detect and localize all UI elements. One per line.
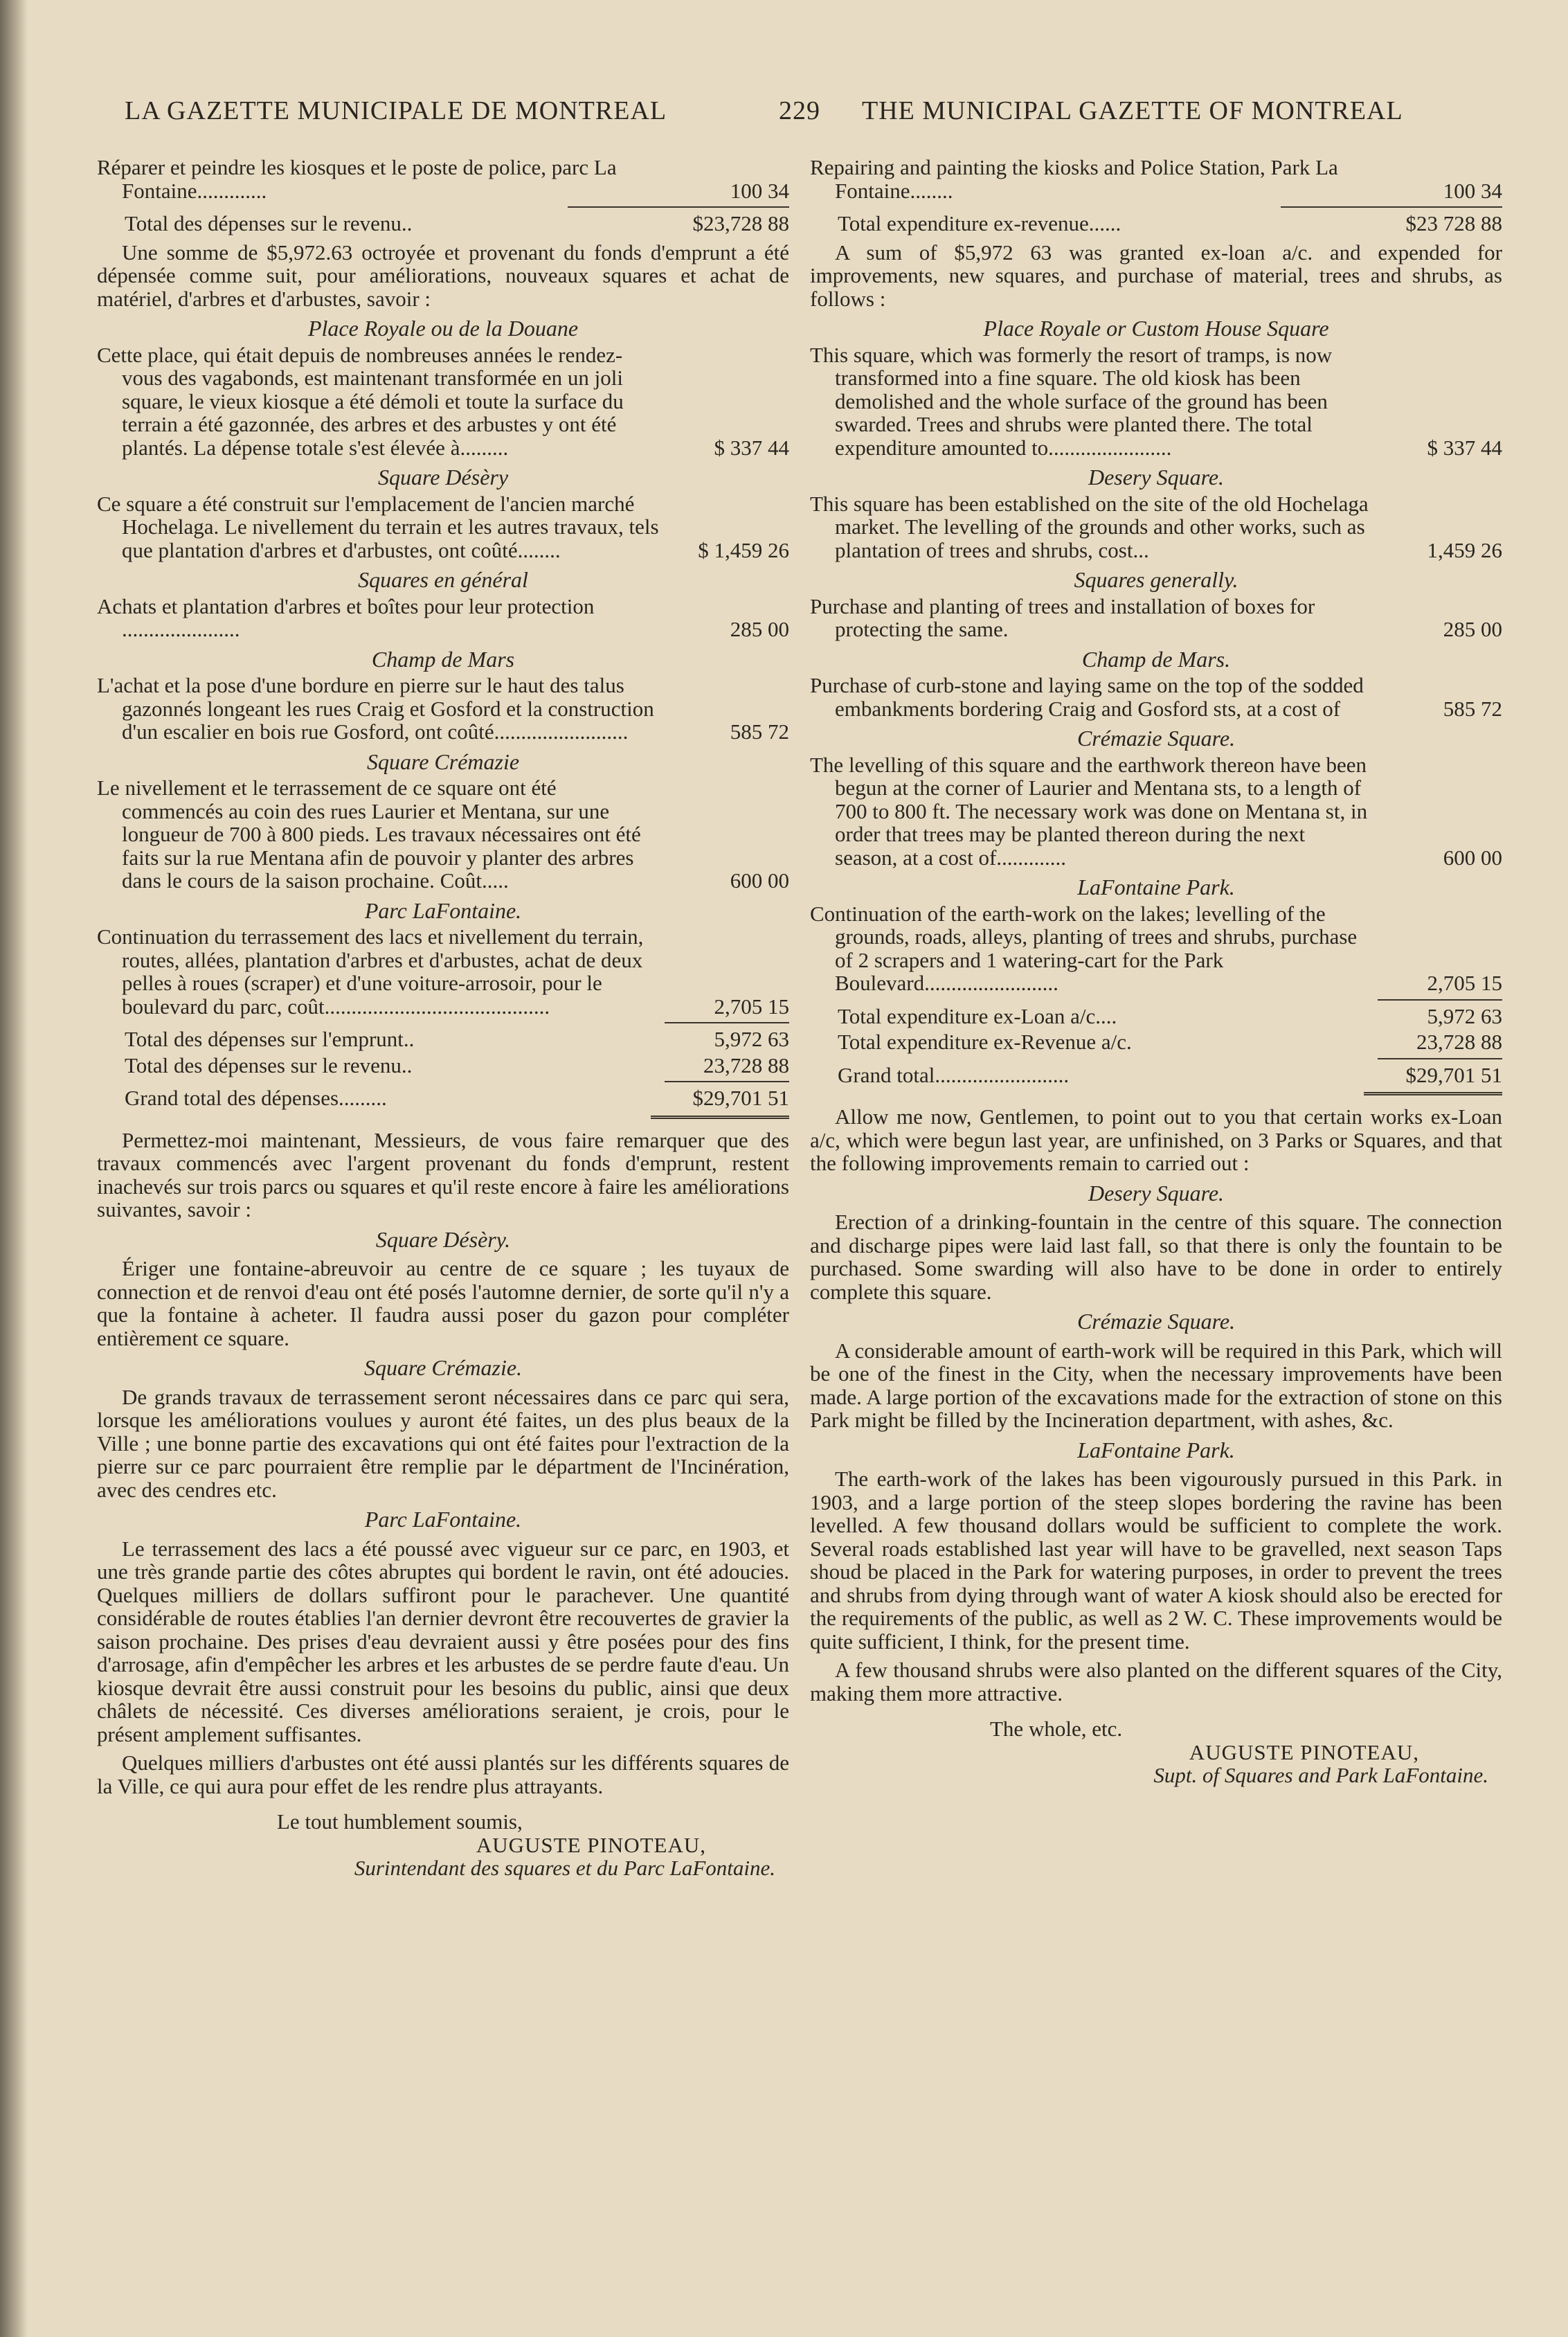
header-english-title: THE MUNICIPAL GAZETTE OF MONTREAL — [862, 96, 1403, 125]
section-heading: Desery Square. — [1088, 465, 1225, 490]
section-paragraph: De grands travaux de terrassement seront nécessaires dans ce parc qui sera, lorsque les améliorations voulues y auront été faites, un des plus beaux de la Ville ; une bonne partie des excavations qui ont été faites pour l'extraction de la pierre sur ce parc pourraient être remplie par le départment de l'Incinération, avec des cendres etc. — [97, 1384, 789, 1502]
total-revenue-row — [97, 1054, 789, 1077]
section-heading: Parc LaFontaine. — [364, 1507, 522, 1532]
line-item-amount: 600 00 — [730, 868, 789, 893]
remaining-works-paragraph: Permettez-moi maintenant, Messieurs, de vous faire remarquer que des travaux commencés avec l'argent provenant du fonds d'emprunt, restent inachevés sur trois parcs ou squares et qu'il reste encore à faire les améliorations suivantes, savoir : — [97, 1127, 789, 1221]
line-item-amount: 100 34 — [1443, 178, 1502, 203]
total-amount: 5,972 63 — [714, 1027, 789, 1051]
french-column — [97, 156, 789, 1880]
total-amount: 23,728 88 — [1416, 1030, 1502, 1054]
line-item-text: The levelling of this square and the earthwork thereon have been begun at the corner of Laurier and Mentana sts, to a length of 700 to 800 ft. The necessary work was done on Mentana st, in order that trees may be planted thereon during the next season, at a cost of............. — [810, 752, 1368, 870]
line-item-amount: $ 1,459 26 — [698, 537, 789, 562]
line-item — [810, 492, 1502, 562]
grand-total-amount: $29,701 51 — [692, 1086, 789, 1110]
section-heading: Parc LaFontaine. — [364, 897, 522, 923]
page-binding-shadow — [0, 0, 28, 2337]
line-item — [97, 595, 789, 641]
line-item-amount: 2,705 15 — [714, 994, 789, 1019]
line-item-amount: 285 00 — [1443, 617, 1502, 641]
rule — [568, 206, 789, 208]
line-item-amount: $ 337 44 — [1427, 435, 1502, 460]
line-item-text: Repairing and painting the kiosks and Police Station, Park La Fontaine........ — [810, 155, 1338, 203]
section-heading: Champ de Mars. — [1081, 646, 1231, 672]
line-item-text: L'achat et la pose d'une bordure en pierre sur le haut des talus gazonnés longeant les rues Craig et Gosford et la construction d'un escalier en bois rue Gosford, ont coûté......................... — [97, 673, 654, 744]
section-heading: LaFontaine Park. — [1077, 1437, 1235, 1462]
section-paragraph: A considerable amount of earth-work will be required in this Park, which will be one of the finest in the City, when the necessary improvements have been made. A large portion of the excavations made for the extraction of stone on this Park might be filled by the Incineration department, with ashes, &c. — [810, 1338, 1502, 1432]
total-loan-row — [810, 1005, 1502, 1028]
total-amount: 23,728 88 — [703, 1053, 789, 1077]
line-item-text: This square has been established on the site of the old Hochelaga market. The levelling of the grounds and other works, such as plantation of trees and shrubs, cost... — [810, 491, 1369, 562]
section-heading: Crémazie Square. — [1076, 1309, 1236, 1334]
total-amount: $23,728 88 — [692, 211, 789, 235]
total-revenue-row — [810, 1030, 1502, 1054]
rule — [665, 1022, 789, 1023]
signature-name: AUGUSTE PINOTEAU, — [1189, 1739, 1419, 1764]
grand-total-label: Grand total des dépenses......... — [125, 1086, 387, 1110]
page-header — [118, 96, 1488, 137]
grand-total-label: Grand total......................... — [838, 1062, 1070, 1087]
line-item — [97, 674, 789, 744]
section-heading: LaFontaine Park. — [1077, 875, 1235, 899]
line-item-text: Purchase of curb-stone and laying same on the top of the sodded embankments bordering Craig and Gosford sts, at a cost of — [810, 673, 1364, 721]
grand-total-amount: $29,701 51 — [1405, 1062, 1502, 1087]
line-item — [810, 343, 1502, 460]
grand-total-row — [810, 1064, 1502, 1087]
line-item-amount: 600 00 — [1443, 845, 1502, 870]
intro-paragraph: Une somme de $5,972.63 octroyée et provenant du fonds d'emprunt a été dépensée comme suit, pour améliorations, nouveaux squares et achat de matériel, d'arbres et d'arbustes, savoir : — [97, 240, 789, 311]
double-rule — [651, 1116, 789, 1119]
line-item-text: Réparer et peindre les kiosques et le poste de police, parc La Fontaine............. — [97, 155, 617, 203]
section-paragraph: The earth-work of the lakes has been vigourously pursued in this Park. in 1903, and a large portion of the steep slopes bordering the ravine has been levelled. A few thousand dollars would be sufficient to complete the work. Several roads established last year will have to be gravelled, next season Taps shoud be placed in the Park for watering purposes, in order to prevent the trees and shrubs from dying through want of water A kiosk should also be erected for the requirements of the public, as well as 2 W. C. These improvements would be quite sufficient, I think, for the present time. — [810, 1467, 1502, 1654]
shrubs-paragraph: Quelques milliers d'arbustes ont été aussi plantés sur les différents squares de la Ville, ce qui aura pour effet de les rendre plus attrayants. — [97, 1750, 789, 1798]
section-heading: Place Royale or Custom House Square — [983, 316, 1329, 341]
section-heading: Square Désèry — [377, 465, 509, 490]
section-paragraph: Le terrassement des lacs a été poussé avec vigueur sur ce parc, en 1903, et une très grande partie des côtes abruptes qui bordent le ravin, ont été adoucies. Quelques milliers de dollars suffiront pour le parachever. Une quantité considérable de routes établies l'an dernier devront être recouvertes de gravier la saison prochaine. Des prises d'eau devraient aussi y être posées pour des fins d'arrosage, afin d'empêcher les arbres et les arbustes de se perdre faute d'eau. Un kiosque devrait être aussi construit pour les besoins du public, ainsi que deux châlets de nécessité. Ces diverses améliorations seraient, je crois, pour le présent amplement suffisantes. — [97, 1536, 789, 1746]
total-label: Total expenditure ex-Loan a/c.... — [838, 1003, 1117, 1028]
section-heading: Squares generally. — [1074, 567, 1238, 592]
section-heading: Square Crémazie — [366, 749, 520, 774]
total-label: Total des dépenses sur l'emprunt.. — [125, 1027, 415, 1051]
line-item-amount: 2,705 15 — [1427, 971, 1502, 995]
total-label: Total des dépenses sur le revenu.. — [125, 211, 413, 235]
signature-title: Surintendant des squares et du Parc LaFontaine. — [354, 1856, 775, 1880]
rule — [1378, 1058, 1502, 1059]
signature-title: Supt. of Squares and Park LaFontaine. — [1153, 1763, 1488, 1787]
line-item-text: Purchase and planting of trees and installation of boxes for protecting the same. — [810, 593, 1315, 641]
rule — [1281, 206, 1502, 208]
total-revenue-row — [810, 212, 1502, 235]
line-item-text: Cette place, qui était depuis de nombreuses années le rendez-vous des vagabonds, est maintenant transformée en un joli square, le vieux kiosque a été démoli et toute la surface du terrain a été gazonnée, des arbres et des arbustes y ont été plantés. La dépense totale s'est élevée à......... — [97, 342, 624, 460]
section-paragraph: Ériger une fontaine-abreuvoir au centre de ce square ; les tuyaux de connection et de renvoi d'eau ont été posés l'automne dernier, de sorte qu'il n'y a que la fontaine à acheter. Il faudra aussi poser du gazon pour compléter entièrement ce square. — [97, 1256, 789, 1350]
line-item — [97, 492, 789, 562]
line-item-amount: 1,459 26 — [1427, 537, 1502, 562]
line-item — [810, 753, 1502, 870]
section-heading: Place Royale ou de la Douane — [307, 316, 579, 341]
total-amount: 5,972 63 — [1427, 1003, 1502, 1028]
page-number: 229 — [779, 96, 820, 125]
english-column — [810, 156, 1502, 1787]
section-heading: Squares en général — [358, 567, 528, 592]
closing-line: The whole, etc. — [990, 1717, 1123, 1741]
intro-paragraph: A sum of $5,972 63 was granted ex-loan a/c. and expended for improvements, new squares, and purchase of material, trees and shrubs, as follows : — [810, 240, 1502, 311]
section-heading: Square Crémazie. — [363, 1355, 523, 1380]
line-item-text: Continuation of the earth-work on the lakes; levelling of the grounds, roads, alleys, planting of trees and shrubs, purchase of 2 scrapers and 1 watering-cart for the Park Boulevard......................... — [810, 901, 1358, 995]
section-heading: Champ de Mars — [371, 646, 515, 672]
section-heading: Crémazie Square. — [1076, 726, 1236, 751]
total-label: Total des dépenses sur le revenu.. — [125, 1053, 413, 1077]
line-item — [97, 925, 789, 1018]
line-item-text: Ce square a été construit sur l'emplacement de l'ancien marché Hochelaga. Le nivellement du terrain et les autres travaux, tels que plantation d'arbres et d'arbustes, ont coûté........ — [97, 491, 659, 562]
total-amount: $23 728 88 — [1405, 211, 1502, 235]
line-item-kiosks — [97, 156, 789, 202]
line-item-text: This square, which was formerly the resort of tramps, is now transformed into a fine square. The old kiosk has been demolished and the whole surface of the ground has been swarded. Trees and shrubs were planted there. The total expenditure amounted to....................... — [810, 342, 1333, 460]
shrubs-paragraph: A few thousand shrubs were also planted on the different squares of the City, making them more attractive. — [810, 1658, 1502, 1705]
total-revenue-row — [97, 212, 789, 235]
remaining-works-paragraph: Allow me now, Gentlemen, to point out to you that certain works ex-Loan a/c, which were begun last year, are unfinished, on 3 Parks or Squares, and that the following improvements remain to carried out : — [810, 1104, 1502, 1175]
line-item-text: Achats et plantation d'arbres et boîtes pour leur protection ...................... — [97, 593, 595, 641]
section-paragraph: Erection of a drinking-fountain in the centre of this square. The connection and discharge pipes were laid last fall, so that there is only the fountain to be purchased. Some swarding will also have to be done in order to entirely complete this square. — [810, 1210, 1502, 1304]
line-item — [810, 902, 1502, 995]
total-label: Total expenditure ex-revenue...... — [838, 211, 1121, 235]
line-item — [97, 343, 789, 460]
total-loan-row — [97, 1028, 789, 1051]
grand-total-row — [97, 1086, 789, 1110]
line-item-amount: 585 72 — [1443, 696, 1502, 721]
line-item-amount: 285 00 — [730, 617, 789, 641]
total-label: Total expenditure ex-Revenue a/c. — [838, 1030, 1132, 1054]
line-item-amount: 100 34 — [730, 178, 789, 203]
section-heading: Desery Square. — [1088, 1180, 1225, 1206]
rule — [665, 1081, 789, 1082]
section-heading: Square Désèry. — [375, 1226, 511, 1252]
line-item-text: Continuation du terrassement des lacs et nivellement du terrain, routes, allées, plantation d'arbres et d'arbustes, achat de deux pelles à roues (scraper) et d'une voiture-arrosoir, pour le boulevard du parc, coût.......................................... — [97, 924, 644, 1019]
line-item — [97, 776, 789, 893]
closing-line: Le tout humblement soumis, — [277, 1809, 523, 1834]
line-item — [810, 674, 1502, 720]
line-item-amount: $ 337 44 — [714, 435, 789, 460]
header-french-title: LA GAZETTE MUNICIPALE DE MONTREAL — [125, 96, 667, 125]
line-item — [810, 595, 1502, 641]
double-rule — [1364, 1092, 1502, 1095]
line-item-kiosks — [810, 156, 1502, 202]
line-item-amount: 585 72 — [730, 719, 789, 744]
line-item-text: Le nivellement et le terrassement de ce square ont été commencés au coin des rues Laurier et Mentana, sur une longueur de 700 à 800 pieds. Les travaux nécessaires ont été faits sur la rue Mentana afin de pouvoir y planter des arbres dans le cours de la saison prochaine. Coût..... — [97, 776, 641, 893]
rule — [1378, 999, 1502, 1001]
signature-name: AUGUSTE PINOTEAU, — [476, 1832, 706, 1857]
